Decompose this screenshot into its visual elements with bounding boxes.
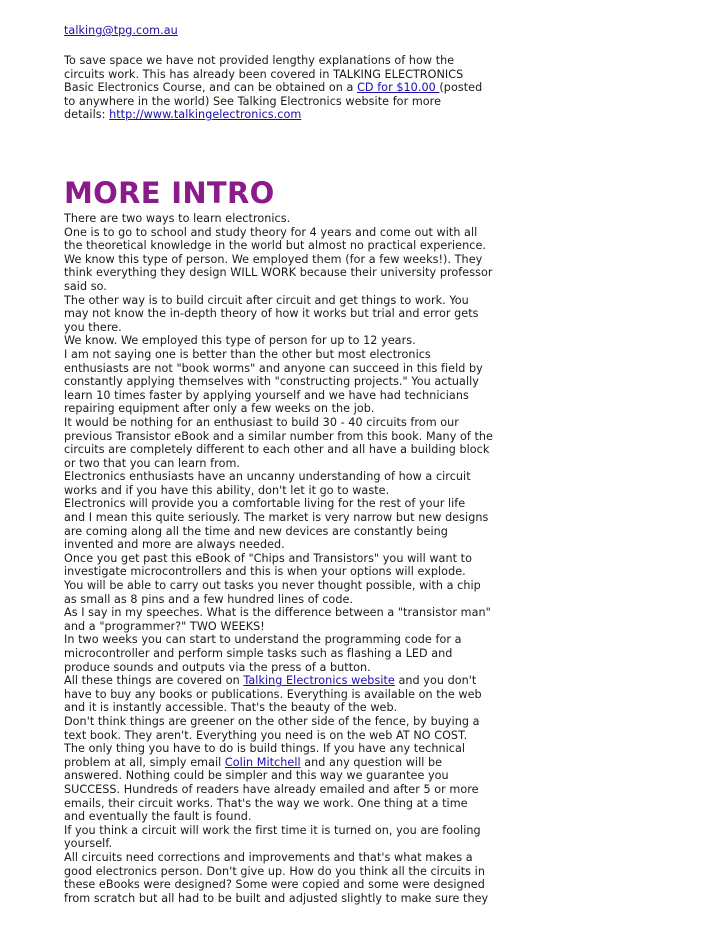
body-line xyxy=(64,647,484,661)
email-link[interactable]: talking@tpg.com.au xyxy=(64,24,178,37)
section-heading: MORE INTRO xyxy=(64,176,275,210)
body-line xyxy=(64,334,484,348)
body-line-text: the theoretical knowledge in the world but almost no practical experience. xyxy=(64,239,486,253)
body-line-text: said so. xyxy=(64,279,107,293)
body-line-text: Electronics enthusiasts have an uncanny understanding of how a circuit xyxy=(64,470,471,484)
body-line xyxy=(64,606,491,620)
body-line-text: may not know the in-depth theory of how it works but trial and error gets xyxy=(64,307,479,321)
body-line-text: As I say in my speeches. What is the difference between a "transistor man" xyxy=(64,606,491,620)
body-line-text: You will be able to carry out tasks you never thought possible, with a chip xyxy=(64,579,481,593)
body-line-text: SUCCESS. Hundreds of readers have already emailed and after 5 or more xyxy=(64,782,479,796)
body-line xyxy=(64,810,484,824)
body-line xyxy=(64,593,484,607)
body-line xyxy=(64,362,484,376)
body-line xyxy=(64,253,484,267)
body-line-text: microcontroller and perform simple tasks such as flashing a LED and xyxy=(64,647,453,660)
cd-link[interactable]: CD for $10.00 xyxy=(357,81,440,95)
body-line xyxy=(64,212,484,226)
body-line-text: invented and more are always needed. xyxy=(64,538,285,552)
body-line-text: enthusiasts are not "book worms" and anyone can succeed in this field by xyxy=(64,361,483,375)
body-line-text: circuits are completely different to each other and all have a building block xyxy=(64,443,490,457)
body-line-text: answered. Nothing could be simpler and this way we guarantee you xyxy=(64,769,449,783)
body-line xyxy=(64,891,489,906)
body-line xyxy=(64,416,484,430)
body-line-text: and you don't xyxy=(394,674,477,688)
body-line-text: All circuits need corrections and improvements and that's what makes a xyxy=(64,850,473,864)
body-line-text: Once you get past this eBook of "Chips and Transistors" you will want to xyxy=(64,551,472,565)
body-line xyxy=(64,579,484,593)
body-line-text: Don't think things are greener on the other side of the fence, by buying a xyxy=(64,714,480,728)
body-line xyxy=(64,538,484,552)
body-line xyxy=(64,307,484,321)
body-line-text: produce sounds and outputs via the press of a button. xyxy=(64,660,371,674)
body-line-text: In two weeks you can start to understand the programming code for a xyxy=(64,633,462,647)
body-line xyxy=(64,429,493,444)
body-line xyxy=(64,402,484,416)
body-line xyxy=(64,701,484,715)
body-line-text: and I mean this quite seriously. The market is very narrow but new designs xyxy=(64,511,489,525)
body-line-text: have to buy any books or publications. Everything is available on the web xyxy=(64,687,482,701)
body-line-text: learn 10 times faster by applying yourself and we have had technicians xyxy=(64,388,469,402)
body-line-text: works and if you have this ability, don't let it go to waste. xyxy=(64,483,390,497)
body-line xyxy=(64,851,484,865)
body-line xyxy=(64,715,484,729)
body-line xyxy=(64,457,484,471)
body-line xyxy=(64,525,484,539)
body-line-text: are coming along all the time and new devices are constantly being xyxy=(64,524,448,538)
body-line xyxy=(64,511,489,525)
body-line-text: yourself. xyxy=(64,837,113,851)
intro-text-2: (posted to anywhere in the world) See Talking Electronics website for more details: xyxy=(64,81,483,122)
body-line-text: It would be nothing for an enthusiast to build 30 - 40 circuits from our xyxy=(64,415,459,429)
intro-text-1: To save space we have not provided lengthy explanations of how the circuits work. This has already been covered in TALKING ELECTRONICS Basic Electronics Course, and can be obtained on a xyxy=(64,54,464,95)
body-line xyxy=(64,661,484,675)
body-line xyxy=(64,470,484,484)
body-line xyxy=(64,756,484,770)
body-line xyxy=(64,375,484,389)
body-line-text: The other way is to build circuit after circuit and get things to work. You xyxy=(64,293,469,307)
body-line xyxy=(64,783,484,797)
body-line-text: problem at all, simply email xyxy=(64,755,225,769)
body-line-text: All these things are covered on xyxy=(64,674,244,688)
body-line xyxy=(64,443,490,457)
body-line xyxy=(64,742,484,756)
website-link[interactable]: http://www.talkingelectronics.com xyxy=(109,108,302,122)
body-line xyxy=(64,280,484,294)
body-line-text: Electronics will provide you a comfortable living for the rest of your life xyxy=(64,497,466,511)
body-line xyxy=(64,348,484,362)
body-line xyxy=(64,824,484,838)
body-line xyxy=(64,865,484,879)
body-line xyxy=(64,878,484,892)
body-line xyxy=(64,389,484,403)
body-line-text: or two that you can learn from. xyxy=(64,456,241,470)
body-line xyxy=(64,552,484,566)
body-line xyxy=(64,620,484,634)
inline-link[interactable]: Talking Electronics website xyxy=(243,674,395,688)
body-line xyxy=(64,674,484,688)
body-line-text: and eventually the fault is found. xyxy=(64,810,252,824)
body-line-text: and it is instantly accessible. That's the beauty of the web. xyxy=(64,701,398,715)
body-line xyxy=(64,769,484,783)
body-line-text: repairing equipment after only a few weeks on the job. xyxy=(64,402,375,416)
body-line-text: you there. xyxy=(64,320,122,334)
body-line xyxy=(64,565,484,579)
body-line-text: good electronics person. Don't give up. How do you think all the circuits in xyxy=(64,864,485,878)
body-line xyxy=(64,729,484,743)
body-line-text: If you think a circuit will work the first time it is turned on, you are fooling xyxy=(64,823,481,837)
body-line xyxy=(64,484,484,498)
body-text xyxy=(64,212,493,905)
body-line-text: We know. We employed this type of person for up to 12 years. xyxy=(64,334,416,348)
body-line-text: constantly applying themselves with "constructing projects." You actually xyxy=(64,375,479,389)
body-line xyxy=(64,266,493,280)
body-line-text: and any question will be xyxy=(300,755,443,769)
body-line xyxy=(64,294,484,308)
body-line xyxy=(64,497,484,511)
body-line-text: these eBooks were designed? Some were copied and some were designed xyxy=(64,878,485,892)
body-line-text: previous Transistor eBook and a similar number from this book. Many of the xyxy=(64,429,493,443)
body-line-text: investigate microcontrollers and this is when your options will explode. xyxy=(64,565,466,579)
body-line xyxy=(64,239,484,253)
body-line-text: and a "programmer?" TWO WEEKS! xyxy=(64,619,265,633)
body-line xyxy=(64,837,484,851)
body-line-text: as small as 8 pins and a few hundred lines of code. xyxy=(64,592,354,606)
body-line-text: There are two ways to learn electronics. xyxy=(64,212,291,225)
body-line-text: One is to go to school and study theory for 4 years and come out with all xyxy=(64,225,478,239)
body-line xyxy=(64,226,484,240)
body-line-text: emails, their circuit works. That's the way we work. One thing at a time xyxy=(64,796,468,810)
body-line-text: text book. They aren't. Everything you need is on the web AT NO COST. xyxy=(64,728,468,742)
body-line xyxy=(64,797,484,811)
body-line-text: The only thing you have to do is build things. If you have any technical xyxy=(64,742,466,756)
body-line-text: I am not saying one is better than the other but most electronics xyxy=(64,347,431,361)
body-line xyxy=(64,633,484,647)
inline-link[interactable]: Colin Mitchell xyxy=(224,755,301,769)
intro-paragraph xyxy=(64,54,484,122)
body-line-text: from scratch but all had to be built and adjusted slightly to make sure they xyxy=(64,891,489,905)
body-line xyxy=(64,688,484,702)
body-line xyxy=(64,321,484,335)
body-line-text: think everything they design WILL WORK because their university professor xyxy=(64,266,493,280)
body-line-text: We know this type of person. We employed them (for a few weeks!). They xyxy=(64,252,483,266)
